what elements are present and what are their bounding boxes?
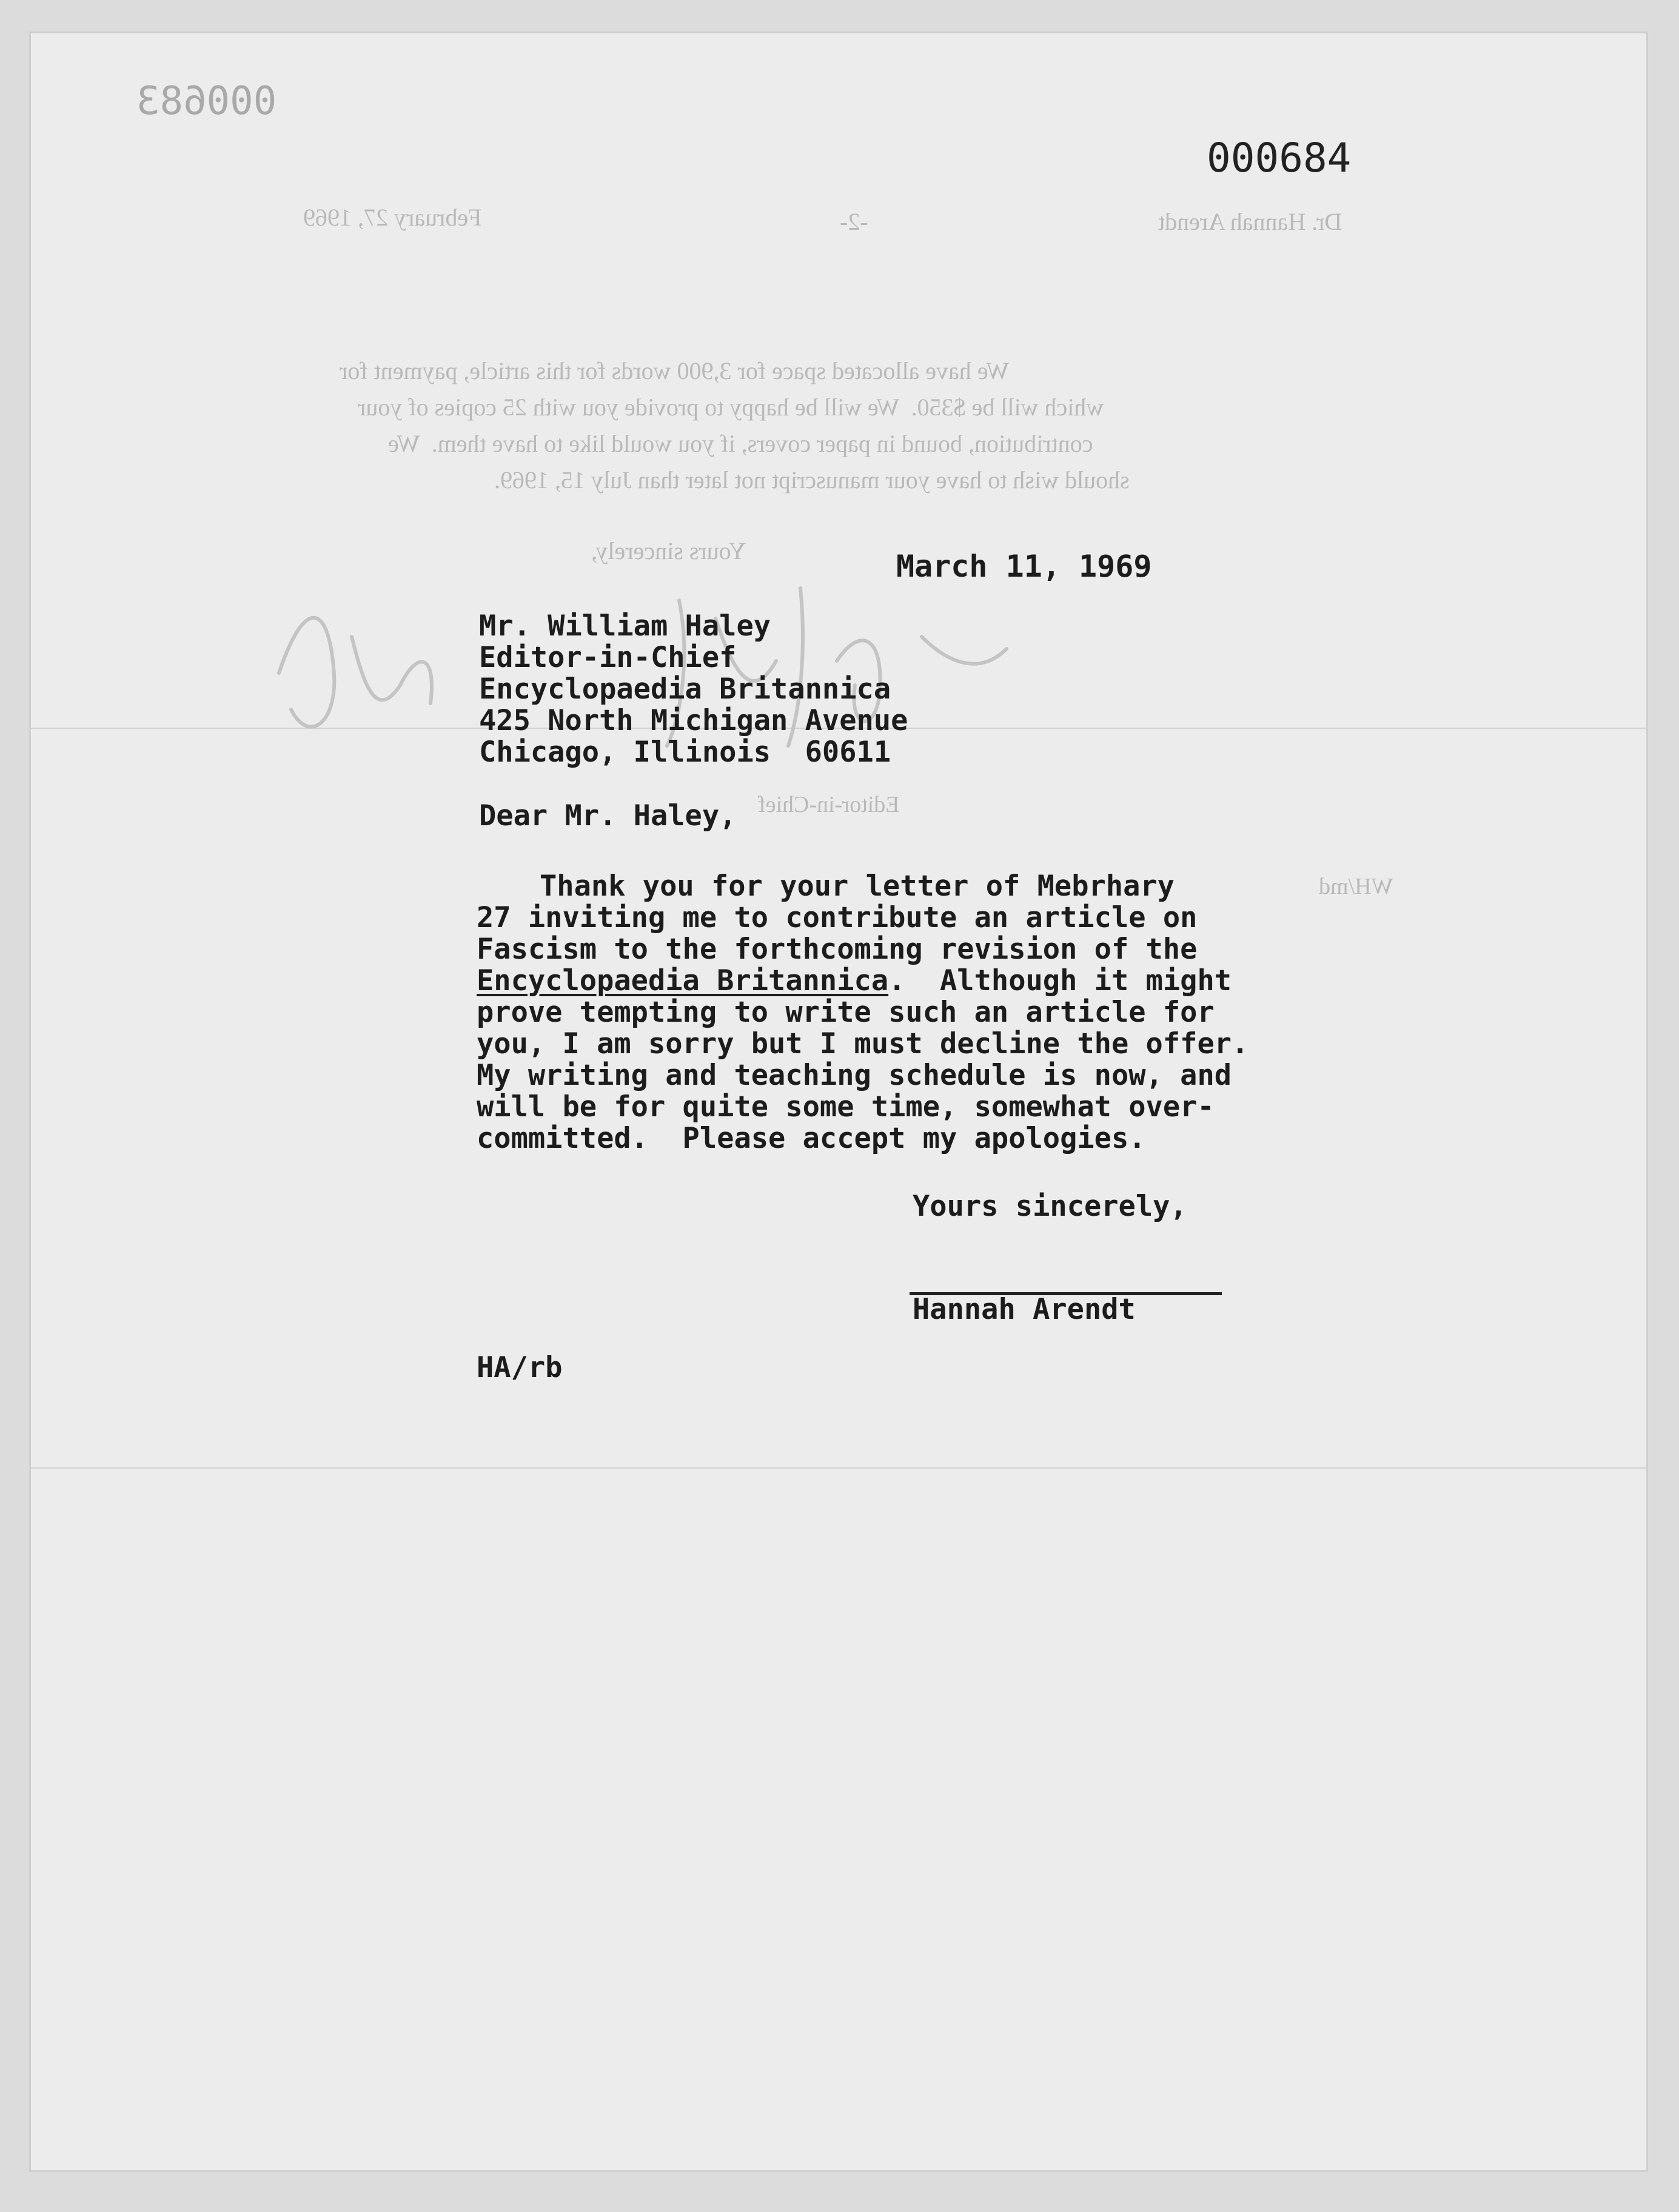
ghost-initials: WH/md	[1319, 874, 1393, 899]
recipient-title: Editor-in-Chief	[479, 641, 737, 674]
recipient-street: 425 North Michigan Avenue	[479, 704, 908, 737]
ghost-header-date: February 27, 1969	[303, 204, 482, 231]
ghost-stamp: 000683	[136, 79, 277, 124]
body-line-8: will be for quite some time, somewhat over-	[477, 1090, 1215, 1124]
body-line-6: you, I am sorry but I must decline the offer.	[477, 1027, 1249, 1061]
recipient-name: Mr. William Haley	[479, 609, 771, 643]
ghost-line-3: contribution, bound in paper covers, if you would like to have them. We	[388, 430, 1093, 457]
encyclopaedia-title: Encyclopaedia Britannica	[477, 964, 889, 997]
letter-date: March 11, 1969	[896, 549, 1152, 584]
body-line-3: Fascism to the forthcoming revision of the	[477, 933, 1198, 966]
closing: Yours sincerely,	[913, 1190, 1187, 1223]
ghost-closing: Yours sincerely,	[591, 537, 746, 565]
recipient-organization: Encyclopaedia Britannica	[479, 672, 891, 706]
ghost-header-page: -2-	[840, 208, 868, 235]
ghost-line-4: should wish to have your manuscript not later than July 15, 1969.	[494, 466, 1130, 494]
ghost-line-2: which will be $350. We will be happy to provide you with 25 copies of your	[358, 394, 1104, 421]
signature-name: Hannah Arendt	[913, 1293, 1136, 1326]
page-number-stamp: 000684	[1207, 135, 1352, 181]
fold-line-lower	[29, 1467, 1648, 1469]
body-line-2: 27 inviting me to contribute an article on	[477, 901, 1198, 934]
ghost-header-name: Dr. Hannah Arendt	[1158, 208, 1342, 235]
typist-initials: HA/rb	[477, 1351, 563, 1384]
salutation: Dear Mr. Haley,	[479, 799, 737, 833]
ghost-title: Editor-in-Chief	[758, 792, 900, 817]
body-line-1: Thank you for your letter of Mebrhary	[540, 870, 1175, 903]
body-line-4-rest: . Although it might	[888, 964, 1232, 997]
body-line-7: My writing and teaching schedule is now, and	[477, 1059, 1232, 1092]
ghost-line-1: We have allocated space for 3,900 words for this article, payment for	[340, 357, 1010, 384]
body-line-5: prove tempting to write such an article for	[477, 996, 1215, 1029]
body-line-4	[477, 965, 1232, 997]
recipient-city-state-zip: Chicago, Illinois 60611	[479, 736, 891, 769]
body-line-9: committed. Please accept my apologies.	[477, 1122, 1146, 1155]
